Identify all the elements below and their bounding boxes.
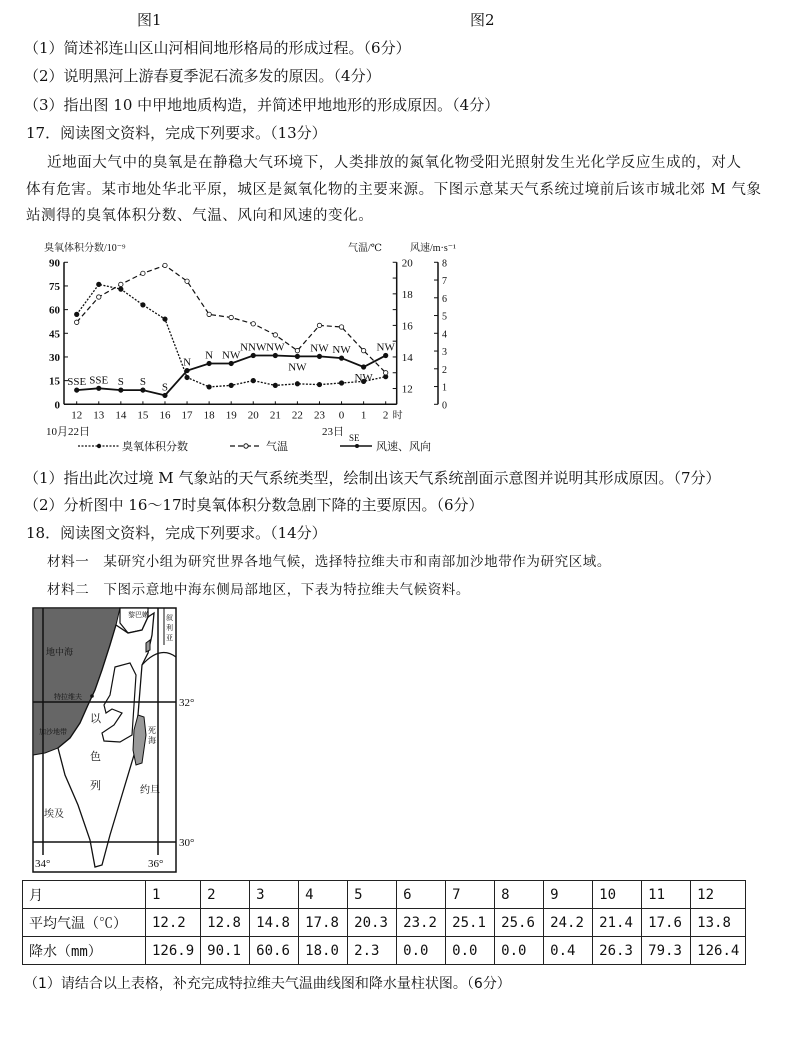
q17-paragraph-line: 近地面大气中的臭氧是在静稳大气环境下，人类排放的氮氧化物受阳光照射发生光化学反应生成的，对人 — [47, 155, 742, 171]
table-cell: 60.6 — [250, 937, 299, 965]
y-left-tick-label: 0 — [54, 399, 60, 412]
label-sea: 地中海 — [46, 647, 74, 657]
x-tick-label: 17 — [181, 409, 193, 422]
table-cell: 10 — [593, 881, 642, 909]
wind-direction-label: NW — [266, 341, 285, 354]
wind-direction-label: S — [161, 381, 169, 394]
table-cell: 12.8 — [201, 909, 250, 937]
label-gaza: 加沙地带 — [39, 728, 67, 736]
temperature-point — [119, 282, 123, 286]
x-tick-label: 22 — [291, 409, 303, 422]
x-tick-label: 1 — [360, 409, 367, 422]
x-tick-label: 12 — [71, 409, 83, 422]
temperature-point — [75, 320, 79, 324]
legend-temp: 气温 — [266, 441, 288, 453]
wind-point — [361, 365, 365, 369]
table-cell: 17.8 — [299, 909, 348, 937]
table-cell: 17.6 — [642, 909, 691, 937]
x-tick-label: 13 — [93, 409, 105, 422]
wind-point — [339, 356, 343, 360]
question-17-1: （1）指出此次过境 M 气象站的天气系统类型，绘制出该天气系统剖面示意图并说明其形成原因。（7分） — [24, 469, 721, 487]
table-cell: 25.1 — [446, 909, 495, 937]
table-cell: 90.1 — [201, 937, 250, 965]
table-cell: 26.3 — [593, 937, 642, 965]
label-tel-aviv: 特拉维夫 — [54, 693, 82, 701]
y-wind-tick-label: 8 — [442, 258, 447, 270]
legend-ozone: 臭氧体积分数 — [122, 441, 188, 453]
legend-wind-sample: SE — [349, 433, 360, 443]
lon-36: 36° — [148, 858, 164, 870]
table-row-precipitation — [23, 937, 746, 965]
label-syria-2: 利 — [166, 624, 173, 632]
y-left-label: 臭氧体积分数/10⁻⁹ — [44, 243, 126, 254]
table-cell: 2 — [201, 881, 250, 909]
wind-point — [383, 353, 387, 357]
y-left-tick-label: 75 — [49, 280, 60, 293]
table-cell: 5 — [348, 881, 397, 909]
ozone-point — [273, 383, 277, 387]
q17-paragraph-line: 体有危害。某市地处华北平原，城区是氮氧化物的主要来源。下图示意某天气系统过境前后该市城北郊 M 气象 — [26, 182, 762, 198]
ozone-line — [77, 284, 386, 387]
x-tick-label: 14 — [115, 409, 127, 422]
table-cell: 0.0 — [446, 937, 495, 965]
temperature-point — [163, 263, 167, 267]
x-tick-label: 18 — [203, 409, 215, 422]
table-cell: 3 — [250, 881, 299, 909]
material-1: 材料一 某研究小组为研究世界各地气候，选择特拉维夫市和南部加沙地带作为研究区域。 — [47, 554, 611, 570]
ozone-point — [207, 385, 211, 389]
x-tick-label: 23 — [313, 409, 325, 422]
table-cell: 21.4 — [593, 909, 642, 937]
temperature-point — [185, 279, 189, 283]
wind-direction-label: NNW — [240, 341, 267, 354]
label-syria-3: 亚 — [166, 634, 173, 642]
temperature-point — [141, 271, 145, 275]
label-jordan: 约旦 — [140, 785, 160, 796]
y-wind-tick-label: 6 — [442, 293, 447, 305]
y-wind-label: 风速/m·s⁻¹ — [410, 243, 457, 254]
table-cell: 18.0 — [299, 937, 348, 965]
table-cell: 8 — [495, 881, 544, 909]
wind-direction-label: NW — [376, 341, 395, 354]
material-2: 材料二 下图示意地中海东侧局部地区，下表为特拉维夫气候资料。 — [47, 582, 470, 598]
lat-30: 30° — [179, 837, 195, 849]
table-cell: 9 — [544, 881, 593, 909]
x-tick-label: 19 — [225, 409, 237, 422]
wind-direction-label: S — [117, 376, 124, 389]
table-cell: 0.0 — [397, 937, 446, 965]
table-row-temperature — [23, 909, 746, 937]
table-cell: 月 — [23, 881, 146, 909]
wind-point — [75, 388, 79, 392]
wind-direction-label: SSE — [67, 376, 87, 389]
y-left-tick-label: 45 — [49, 328, 60, 341]
label-dead-sea-2: 海 — [148, 736, 156, 745]
table-cell: 0.4 — [544, 937, 593, 965]
lon-34: 34° — [35, 858, 51, 870]
y-temp-label: 气温/℃ — [348, 243, 382, 254]
x-tick-label: 20 — [247, 409, 259, 422]
label-israel-1: 以 — [90, 713, 101, 725]
table-cell: 7 — [446, 881, 495, 909]
table-cell: 6 — [397, 881, 446, 909]
wind-direction-label: NW — [332, 344, 351, 357]
wind-point — [141, 388, 145, 392]
legend-wind: 风速、风向 — [376, 441, 431, 453]
temperature-point — [251, 322, 255, 326]
question-17-title: 17．阅读图文资料，完成下列要求。（13分） — [26, 124, 327, 142]
q17-paragraph-line: 站测得的臭氧体积分数、气温、风向和风速的变化。 — [26, 208, 374, 224]
legend — [78, 433, 431, 453]
temperature-point — [317, 323, 321, 327]
table-cell: 126.4 — [691, 937, 746, 965]
wind-point — [251, 353, 255, 357]
y-temp-tick-label: 20 — [401, 257, 413, 270]
ozone-point — [119, 287, 123, 291]
x-tick-label: 0 — [338, 409, 345, 422]
y-temp-tick-label: 18 — [401, 288, 413, 301]
wind-direction-label: S — [139, 376, 146, 389]
table-cell: 14.8 — [250, 909, 299, 937]
ozone-point — [163, 317, 167, 321]
label-israel-3: 列 — [90, 780, 101, 792]
wind-direction-label: NW — [354, 372, 373, 385]
label-egypt: 埃及 — [44, 809, 64, 820]
temperature-point — [383, 371, 387, 375]
table-cell: 平均气温（℃） — [23, 909, 146, 937]
table-cell: 12 — [691, 881, 746, 909]
x-unit-label: 时 — [392, 410, 403, 422]
temperature-point — [339, 325, 343, 329]
temperature-point — [273, 333, 277, 337]
question-16-2: （2）说明黑河上游春夏季泥石流多发的原因。（4分） — [24, 67, 381, 85]
y-wind-tick-label: 4 — [442, 329, 447, 341]
x-tick-label: 2 — [382, 409, 389, 422]
table-cell: 11 — [642, 881, 691, 909]
table-cell: 0.0 — [495, 937, 544, 965]
temperature-point — [361, 348, 365, 352]
date-label-22: 10月22日 — [46, 426, 90, 438]
ozone-point — [97, 282, 101, 286]
wind-direction-label: NW — [288, 361, 307, 374]
wind-direction-label: N — [183, 356, 192, 369]
table-header-row — [23, 881, 746, 909]
table-cell: 79.3 — [642, 937, 691, 965]
table-cell: 24.2 — [544, 909, 593, 937]
temperature-point — [97, 295, 101, 299]
wind-point — [229, 361, 233, 365]
table-cell: 126.9 — [146, 937, 201, 965]
y-temp-tick-label: 14 — [401, 351, 413, 364]
temperature-point — [229, 315, 233, 319]
date-label-23: 23日 — [322, 426, 344, 438]
ozone-point — [141, 303, 145, 307]
question-18-title: 18．阅读图文资料，完成下列要求。（14分） — [26, 524, 327, 542]
x-tick-label: 16 — [159, 409, 171, 422]
ozone-point — [295, 382, 299, 386]
y-wind-tick-label: 2 — [442, 364, 447, 376]
wind-point — [119, 388, 123, 392]
y-wind-tick-label: 0 — [442, 400, 447, 412]
x-tick-label: 21 — [269, 409, 281, 422]
wind-direction-label: N — [205, 349, 214, 362]
ozone-point — [229, 383, 233, 387]
wind-point — [207, 361, 211, 365]
table-cell: 13.8 — [691, 909, 746, 937]
table-cell: 4 — [299, 881, 348, 909]
ozone-point — [339, 381, 343, 385]
wind-direction-label: SSE — [89, 374, 109, 387]
y-temp-tick-label: 12 — [401, 383, 413, 396]
figure-caption-1: 图1 — [137, 11, 162, 29]
table-cell: 20.3 — [348, 909, 397, 937]
eastern-mediterranean-map — [30, 605, 210, 875]
tel-aviv-climate-table — [22, 880, 746, 965]
wind-point — [97, 386, 101, 390]
y-temp-tick-label: 16 — [401, 320, 413, 333]
ozone-point — [251, 378, 255, 382]
ozone-point — [185, 375, 189, 379]
table-cell: 1 — [146, 881, 201, 909]
y-left-tick-label: 30 — [49, 351, 60, 364]
temperature-point — [207, 312, 211, 316]
ozone-point — [75, 312, 79, 316]
label-lebanon: 黎巴嫩 — [128, 611, 149, 619]
label-israel-2: 色 — [90, 751, 101, 763]
table-cell: 2.3 — [348, 937, 397, 965]
wind-point — [185, 368, 189, 372]
table-cell: 12.2 — [146, 909, 201, 937]
question-16-1: （1）简述祁连山区山河相间地形格局的形成过程。（6分） — [24, 39, 411, 57]
y-wind-tick-label: 5 — [442, 311, 447, 323]
y-wind-tick-label: 7 — [442, 276, 447, 288]
y-wind-tick-label: 1 — [442, 382, 447, 394]
y-left-tick-label: 90 — [49, 257, 60, 270]
x-tick-label: 15 — [137, 409, 149, 422]
question-16-3: （3）指出图 10 中甲地地质构造，并简述甲地地形的形成原因。（4分） — [24, 96, 500, 114]
ozone-temperature-wind-chart — [30, 235, 457, 457]
question-17-2: （2）分析图中 16～17时臭氧体积分数急剧下降的主要原因。（6分） — [24, 496, 484, 514]
label-syria-1: 叙 — [166, 614, 173, 622]
lat-32: 32° — [179, 697, 195, 709]
wind-point — [295, 354, 299, 358]
table-cell: 23.2 — [397, 909, 446, 937]
ozone-point — [317, 382, 321, 386]
table-cell: 降水（mm） — [23, 937, 146, 965]
y-wind-tick-label: 3 — [442, 347, 447, 359]
label-dead-sea-1: 死 — [148, 726, 156, 735]
wind-point — [317, 354, 321, 358]
y-left-tick-label: 60 — [49, 304, 60, 317]
wind-direction-label: NW — [222, 349, 241, 362]
wind-point — [273, 353, 277, 357]
y-left-tick-label: 15 — [49, 375, 60, 388]
figure-caption-2: 图2 — [470, 11, 495, 29]
wind-direction-label: NW — [310, 342, 329, 355]
wind-point — [163, 393, 167, 397]
table-cell: 25.6 — [495, 909, 544, 937]
question-18-1: （1）请结合以上表格，补充完成特拉维夫气温曲线图和降水量柱状图。（6分） — [24, 976, 511, 992]
temperature-point — [295, 348, 299, 352]
